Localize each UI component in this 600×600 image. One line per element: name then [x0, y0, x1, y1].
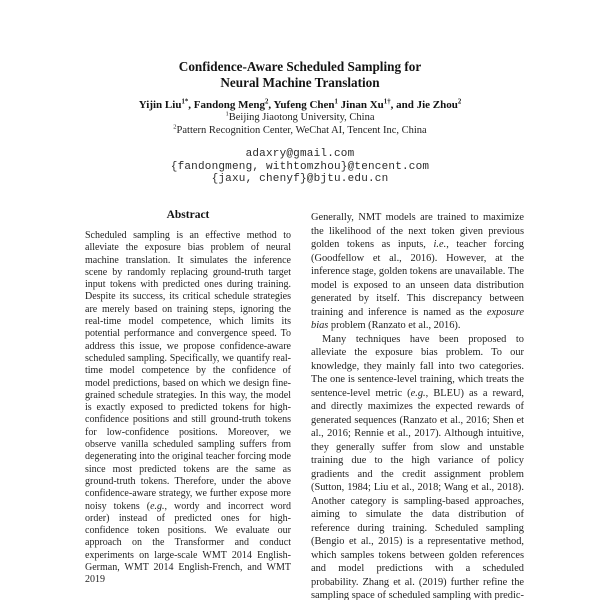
email-line-1: adaxry@gmail.com [245, 148, 355, 160]
intro-paragraph-2: Many techniques have been proposed to alleviate the exposure bias problem. To our knowledge, they mainly fall into two categories. The one is sentence-level training, which treats the sentence-level metric (e.g., BLEU) as a reward, and directly maximizes the expected rewards of generated sequences (Ranzato et al., 2016; Shen et al., 2016; Rennie et al., 2017). Although intuitive, they generally suffer from slow and unstable training due to the high variance of policy gradients and the credit assignment problem (Sutton, 1984; Liu et al., 2018; Wang et al., 2018). Another category is sampling-based approaches, aiming to simulate the data distribution of reference during training. Scheduled sampling (Bengio et al., 2015) is a representative method, which samples tokens between golden references and model predictions with a scheduled probability. Zhang et al. (2019) further refine the sampling space of scheduled sampling with predic- [311, 333, 524, 600]
affiliation-line-2: $^2$Pattern Recognition Center, WeChat AI, Tencent Inc, China [173, 123, 427, 136]
email-line-3: {jaxu, chenyf}@bjtu.edu.cn [211, 173, 389, 185]
author-line: Yijin Liu$^{1*}$, Fandong Meng$^2$, Yufeng Chen$^1$ Jinan $Xu^{1\dagger}$, and Jie Zhou$^2$ [138, 98, 462, 111]
affiliation-line-1: $^1$Beijing Jiaotong University, China [225, 110, 375, 123]
abstract-section [85, 209, 291, 587]
paper-header [0, 59, 600, 186]
abstract-heading: Abstract [166, 209, 210, 221]
email-line-2: {fandongmeng, withtomzhou}@tencent.com [170, 160, 430, 173]
abstract-text: Scheduled sampling is an effective method to alleviate the exposure bias problem of neural machine translation. It simulates the inference scene by randomly replacing ground-truth target input tokens with predicted ones during training. Despite its success, its critical schedule strategies are merely based on training steps, ignoring the real-time model competence, which limits its potential performance and convergence speed. To address this issue, we propose confidence-aware scheduled sampling. Specifically, we quantify real-time model competence by the confidence of model predictions, based on which we design fine-grained schedule strategies. In this way, the model is exactly exposed to predicted tokens for high-confidence positions and still ground-truth tokens for low-confidence positions. Moreover, we observe vanilla scheduled sampling suffers from degenerating into the original teacher forcing mode since most predicted tokens are the same as ground-truth tokens. Therefore, under the above confidence-aware strategy, we further expose more noisy tokens (e.g., wordy and incorrect word order) instead of predicted ones for high-confidence token positions. We evaluate our approach on the Transformer and conduct experiments on large-scale WMT 2014 English-German, WMT 2014 English-French, and WMT 2019 [85, 230, 291, 586]
paper-title-line1: Confidence-Aware Scheduled Sampling for [178, 59, 422, 74]
intro-paragraph-1: Generally, NMT models are trained to maximize the likelihood of the next token given previous golden tokens as inputs, i.e., teacher forcing (Goodfellow et al., 2016). However, at the inference stage, golden tokens are unavailable. The model is exposed to an unseen data distribution generated by itself. This discrepancy between training and inference is named as the exposure bias problem (Ranzato et al., 2016). [311, 212, 524, 331]
introduction-column [311, 211, 524, 600]
paper-title [0, 59, 600, 90]
paper-title-line2: Neural Machine Translation [220, 74, 380, 90]
email-block [0, 148, 600, 186]
